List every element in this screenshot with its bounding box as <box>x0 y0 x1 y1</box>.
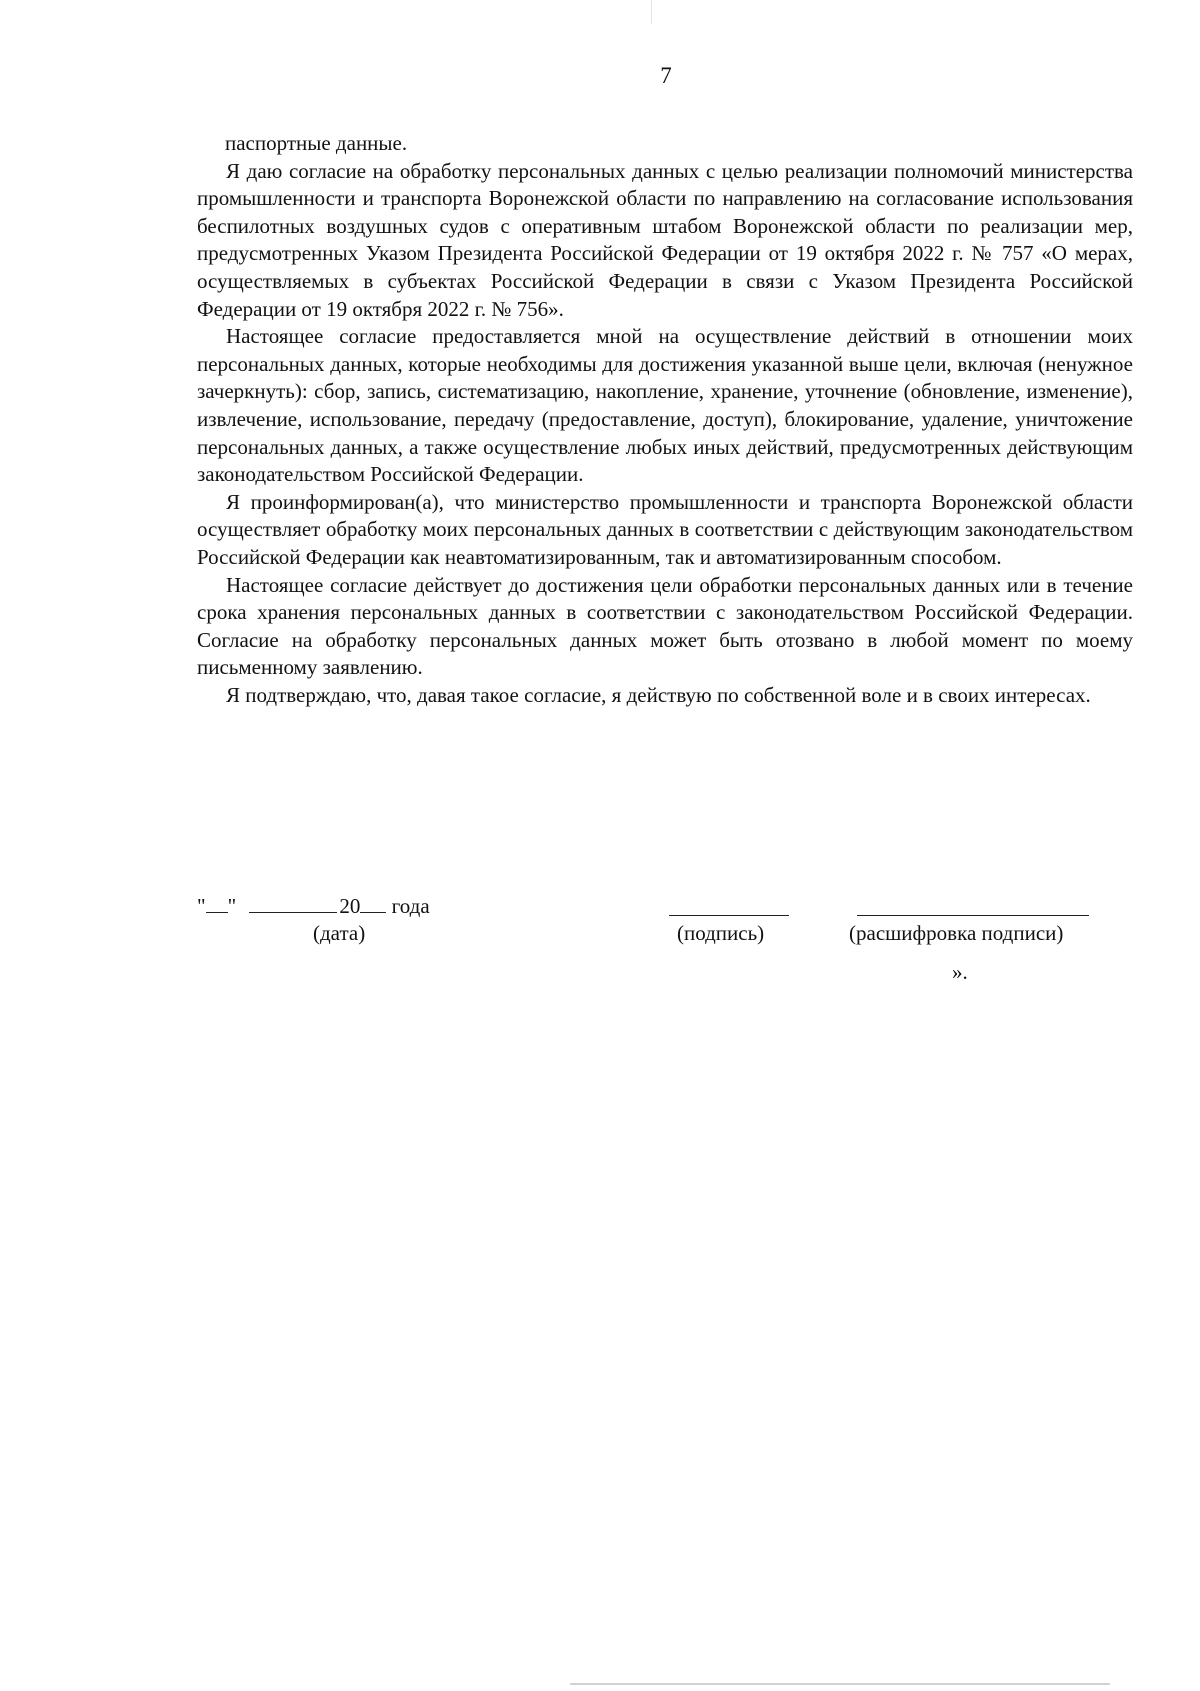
date-quote-close: " <box>227 894 237 918</box>
closing-quote-mark: ». <box>952 960 968 984</box>
page-number: 7 <box>660 63 672 88</box>
paragraph-consent-purpose: Я даю согласие на обработку персональных данных с целью реализации полномочий министерства промышленности и транспорта Воронежской области по направлению на согласование использования беспилотных воздушных судов с оперативным штабом Воронежской области по реализации мер, предусмотренных Указом Президента Российской Федерации от 19 октября 2022 г. № 757 «О мерах, осуществляемых в субъектах Российской Федерации в связи с Указом Президента Российской Федерации от 19 октября 2022 г. № 756». <box>197 158 1133 321</box>
date-field <box>197 893 430 919</box>
day-blank <box>206 911 228 913</box>
signature-decoding-caption: (расшифровка подписи) <box>849 921 1064 945</box>
signature-line <box>669 915 789 916</box>
signature-decoding-line <box>857 915 1089 916</box>
year-word: года <box>391 894 430 918</box>
paragraph-consent-actions: Настоящее согласие предоставляется мной на осуществление действий в отношении моих персональных данных, которые необходимы для достижения указанной выше цели, включая (ненужное зачеркнуть): сбор, запись, систематизацию, накопление, хранение, уточнение (обновление, изменение), извлечение, использование, передачу (предоставление, доступ), блокирование, удаление, уничтожение персональных данных, а также осуществление любых иных действий, предусмотренных действующим законодательством Российской Федерации. <box>197 324 1133 487</box>
year-prefix: 20 <box>339 894 361 918</box>
month-blank <box>249 911 337 913</box>
paragraph-passport: паспортные данные. <box>225 131 408 155</box>
date-caption: (дата) <box>313 921 366 945</box>
signature-caption: (подпись) <box>677 921 765 945</box>
paragraph-informed: Я проинформирован(а), что министерство промышленности и транспорта Воронежской области осуществляет обработку моих персональных данных в соответствии с действующим законодательством Российской Федерации как неавтоматизированным, так и автоматизированным способом. <box>197 489 1133 569</box>
paragraph-confirmation: Я подтверждаю, что, давая такое согласие, я действую по собственной воле и в своих интересах. <box>226 682 1091 707</box>
scan-edge-mark <box>651 0 652 24</box>
document-body <box>197 130 1133 709</box>
date-quote-open: " <box>197 894 206 918</box>
paragraph-validity: Настоящее согласие действует до достижения цели обработки персональных данных или в течение срока хранения персональных данных в соответствии с законодательством Российской Федерации. Согласие на обработку персональных данных может быть отозвано в любой момент по моему письменному заявлению. <box>197 572 1133 680</box>
scan-edge-mark-bottom <box>570 1683 1110 1685</box>
year-blank <box>360 911 386 913</box>
